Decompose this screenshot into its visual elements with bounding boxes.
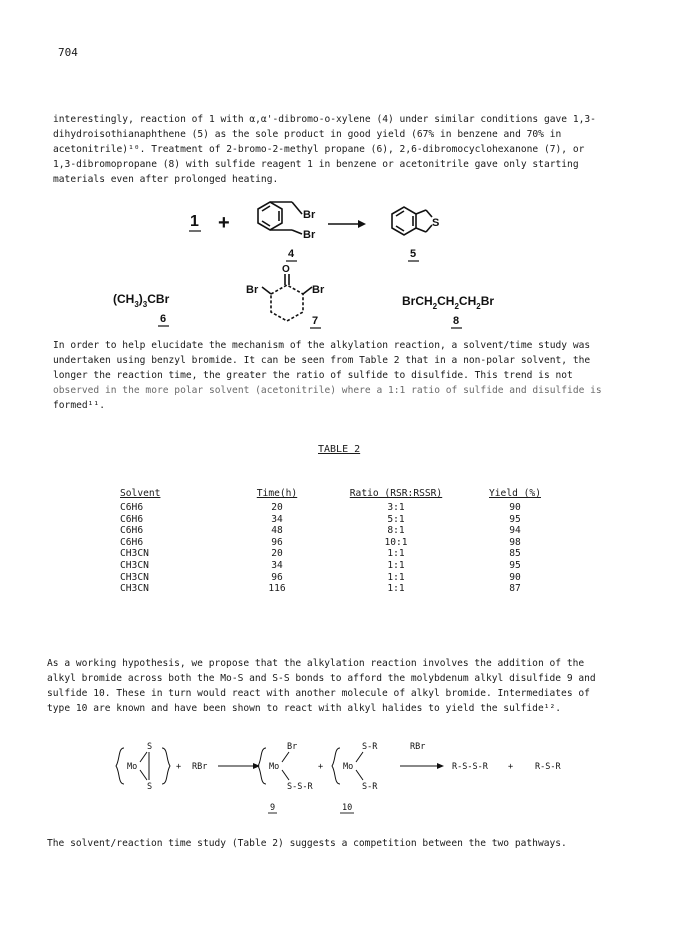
table-row: [120, 560, 560, 572]
text-line: observed in the more polar solvent (acetonitrile) where a 1:1 ratio of sulfide and disulfide is: [53, 385, 602, 396]
reagent-1-label: 1: [190, 213, 199, 230]
paragraph-conclusion: The solvent/reaction time study (Table 2) suggests a competition between the two pathways.: [47, 838, 567, 849]
xylene-br-bottom: Br: [303, 229, 316, 241]
cell-time: 48: [271, 525, 283, 537]
compound-8-label: 8: [453, 315, 460, 327]
table-row: [120, 548, 560, 560]
table-row: [120, 583, 560, 595]
page-number: 704: [58, 46, 78, 59]
plus-sign: +: [176, 762, 182, 772]
cell-solvent: CH3CN: [120, 571, 149, 583]
text-line: 1,3-dibromopropane (8) with sulfide reagent 1 in benzene or acetonitrile gave only starting: [53, 159, 579, 170]
text-line: As a working hypothesis, we propose that the alkylation reaction involves the addition of the: [47, 658, 585, 669]
cell-yield: 87: [509, 583, 521, 595]
sulfide-top-10: S-R: [362, 742, 378, 752]
mo-atom-9: Mo: [269, 762, 280, 772]
cell-yield: 85: [509, 548, 521, 560]
compound-5-label: 5: [410, 248, 417, 260]
cell-time: 20: [271, 502, 283, 513]
text-line: acetonitrile)¹⁰. Treatment of 2-bromo-2-methyl propane (6), 2,6-dibromocyclohexanone (7), or: [53, 144, 585, 155]
rbr-reagent: RBr: [192, 762, 208, 772]
rbr-reagent-2: RBr: [410, 742, 426, 752]
mo-atom-10: Mo: [343, 762, 354, 772]
carbonyl-oxygen: O: [282, 264, 290, 275]
cell-time: 96: [271, 536, 283, 548]
cell-solvent: C6H6: [120, 513, 144, 525]
plus-sign: +: [218, 212, 230, 234]
table-row: [120, 514, 560, 526]
cell-time: 96: [271, 571, 283, 583]
table-row: [120, 572, 560, 584]
header-solvent: Solvent: [120, 488, 161, 499]
table-row: [120, 525, 560, 537]
paragraph-solvent-study: [53, 338, 633, 413]
cell-solvent: C6H6: [120, 502, 144, 513]
cell-ratio: 5:1: [387, 513, 405, 525]
table-header-row: [120, 488, 560, 502]
xylene-br-top: Br: [303, 209, 316, 221]
cell-yield: 95: [509, 513, 521, 525]
compound-9-label: 9: [270, 803, 276, 813]
cell-yield: 90: [509, 502, 521, 513]
left-brace: [116, 748, 124, 784]
table-title: TABLE 2: [318, 444, 361, 455]
product-sulfide: R-S-R: [535, 762, 561, 772]
cell-yield: 95: [509, 559, 521, 571]
disulfide-9: S-S-R: [287, 782, 313, 792]
cell-solvent: CH3CN: [120, 583, 149, 595]
table-body: [120, 502, 560, 595]
header-ratio: Ratio (RSR:RSSR): [349, 488, 443, 499]
cell-ratio: 3:1: [387, 502, 405, 513]
sulfide-bottom-10: S-R: [362, 782, 378, 792]
solvent-time-table: [120, 488, 560, 595]
text-line: type 10 are known and have been shown to react with alkyl halides to yield the sulfide¹².: [47, 703, 562, 714]
compound-6-formula: $(CH_3)_3CBr$: [113, 292, 170, 309]
text-line: In order to help elucidate the mechanism of the alkylation reaction, a solvent/time study was: [53, 340, 591, 351]
cell-time: 34: [271, 559, 283, 571]
cell-time: 20: [271, 548, 283, 560]
compound-7-br-left: Br: [246, 284, 259, 296]
compound-7-br-right: Br: [312, 284, 325, 296]
bromide-9: Br: [287, 742, 298, 752]
compound-7-label: 7: [312, 315, 319, 327]
table-row: [120, 502, 560, 514]
compound-10-label: 10: [342, 803, 353, 813]
cell-solvent: C6H6: [120, 536, 144, 548]
header-time: Time(h): [256, 488, 298, 499]
cell-ratio: 1:1: [387, 583, 405, 595]
cell-time: 116: [268, 583, 286, 595]
text-line: materials even after prolonged heating.: [53, 174, 279, 185]
cell-yield: 90: [509, 571, 521, 583]
paragraph-hypothesis: [47, 656, 633, 716]
sulfur-top: S: [147, 742, 153, 752]
reaction-scheme-xylene: [0, 0, 680, 340]
text-line: formed¹¹.: [53, 400, 105, 411]
cell-time: 34: [271, 513, 283, 525]
cell-solvent: C6H6: [120, 525, 144, 537]
cell-ratio: 1:1: [387, 571, 405, 583]
text-line: undertaken using benzyl bromide. It can be seen from Table 2 that in a non-polar solvent, the: [53, 355, 591, 366]
text-line: sulfide 10. These in turn would react with another molecule of alkyl bromide. Intermediates of: [47, 688, 590, 699]
text-line: alkyl bromide across both the Mo-S and S-S bonds to afford the molybdenum alkyl disulfide 9 and: [47, 673, 596, 684]
header-yield: Yield (%): [489, 488, 541, 499]
text-line: dihydroisothianaphthene (5) as the sole product in good yield (67% in benzene and 70% in: [53, 129, 562, 140]
product-sulfur: S: [432, 217, 440, 229]
sulfur-bottom: S: [147, 782, 153, 792]
cell-solvent: CH3CN: [120, 559, 149, 571]
cell-ratio: 8:1: [387, 525, 405, 537]
compound-4-label: 4: [288, 248, 295, 260]
cell-solvent: CH3CN: [120, 548, 149, 560]
table-row: [120, 537, 560, 549]
compound-8-formula: $BrCH_2CH_2CH_2Br$: [402, 294, 495, 311]
cell-yield: 94: [509, 525, 521, 537]
plus-sign: +: [508, 762, 514, 772]
cell-yield: 98: [509, 536, 521, 548]
cell-ratio: 1:1: [387, 559, 405, 571]
product-disulfide: R-S-S-R: [452, 762, 488, 772]
text-line: interestingly, reaction of 1 with α,α'-dibromo-o-xylene (4) under similar conditions gave 1,3-: [53, 114, 596, 125]
mo-atom: Mo: [127, 762, 138, 772]
compound-6-label: 6: [160, 313, 167, 325]
plus-sign: +: [318, 762, 324, 772]
cell-ratio: 1:1: [387, 548, 405, 560]
cyclohexanone-ring: [271, 285, 303, 321]
cell-ratio: 10:1: [384, 536, 408, 548]
text-line: longer the reaction time, the greater the ratio of sulfide to disulfide. This trend is not: [53, 370, 573, 381]
